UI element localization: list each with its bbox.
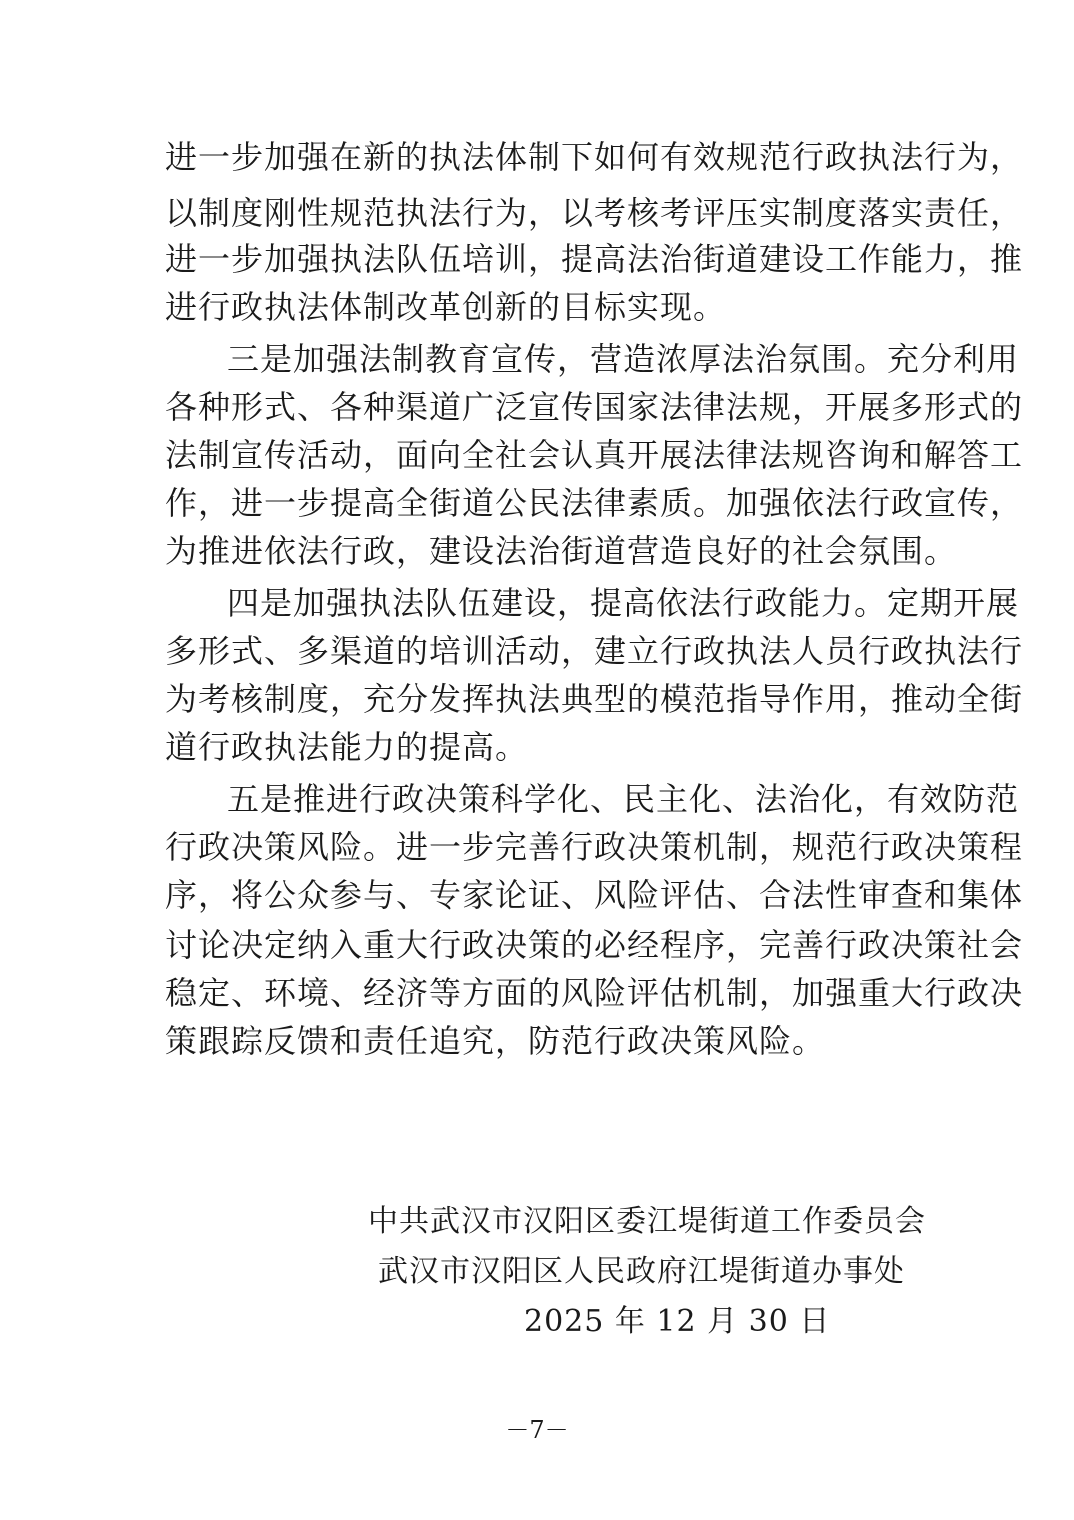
paragraph-3-line: 为推进依法行政，建设法治街道营造良好的社会氛围。 — [165, 532, 958, 570]
paragraph-5-line: 行政决策风险。进一步完善行政决策机制，规范行政决策程 — [165, 828, 1024, 866]
paragraph-continued-line: 以制度刚性规范执法行为，以考核考评压实制度落实责任， — [165, 194, 1024, 232]
paragraph-4-line: 为考核制度，充分发挥执法典型的模范指导作用，推动全街 — [165, 680, 1024, 718]
paragraph-4-line: 多形式、多渠道的培训活动，建立行政执法人员行政执法行 — [165, 632, 1024, 670]
paragraph-4-line: 道行政执法能力的提高。 — [165, 728, 529, 766]
signature-org-committee: 中共武汉市汉阳区委江堤街道工作委员会 — [368, 1204, 926, 1239]
signature-date: 2025 年 12 月 30 日 — [524, 1304, 831, 1339]
signature-org-office: 武汉市汉阳区人民政府江堤街道办事处 — [378, 1254, 905, 1289]
paragraph-5-line: 稳定、环境、经济等方面的风险评估机制，加强重大行政决 — [165, 974, 1024, 1012]
paragraph-5-line: 策跟踪反馈和责任追究，防范行政决策风险。 — [165, 1022, 826, 1060]
paragraph-continued-line: 进一步加强执法队伍培训，提高法治街道建设工作能力，推 — [165, 240, 1024, 278]
paragraph-continued-line: 进一步加强在新的执法体制下如何有效规范行政执法行为， — [165, 138, 1024, 176]
paragraph-4-line: 四是加强执法队伍建设，提高依法行政能力。定期开展 — [227, 584, 1020, 622]
paragraph-5-line: 序，将公众参与、专家论证、风险评估、合法性审查和集体 — [165, 876, 1024, 914]
paragraph-3-line: 各种形式、各种渠道广泛宣传国家法律法规，开展多形式的 — [165, 388, 1024, 426]
paragraph-continued-line: 进行政执法体制改革创新的目标实现。 — [165, 288, 727, 326]
paragraph-3-line: 三是加强法制教育宣传，营造浓厚法治氛围。充分利用 — [227, 340, 1020, 378]
paragraph-5-line: 讨论决定纳入重大行政决策的必经程序，完善行政决策社会 — [165, 926, 1024, 964]
page-number: －7－ — [505, 1416, 569, 1444]
paragraph-3-line: 作，进一步提高全街道公民法律素质。加强依法行政宣传， — [165, 484, 1024, 522]
paragraph-3-line: 法制宣传活动，面向全社会认真开展法律法规咨询和解答工 — [165, 436, 1024, 474]
paragraph-5-line: 五是推进行政决策科学化、民主化、法治化，有效防范 — [227, 780, 1020, 818]
